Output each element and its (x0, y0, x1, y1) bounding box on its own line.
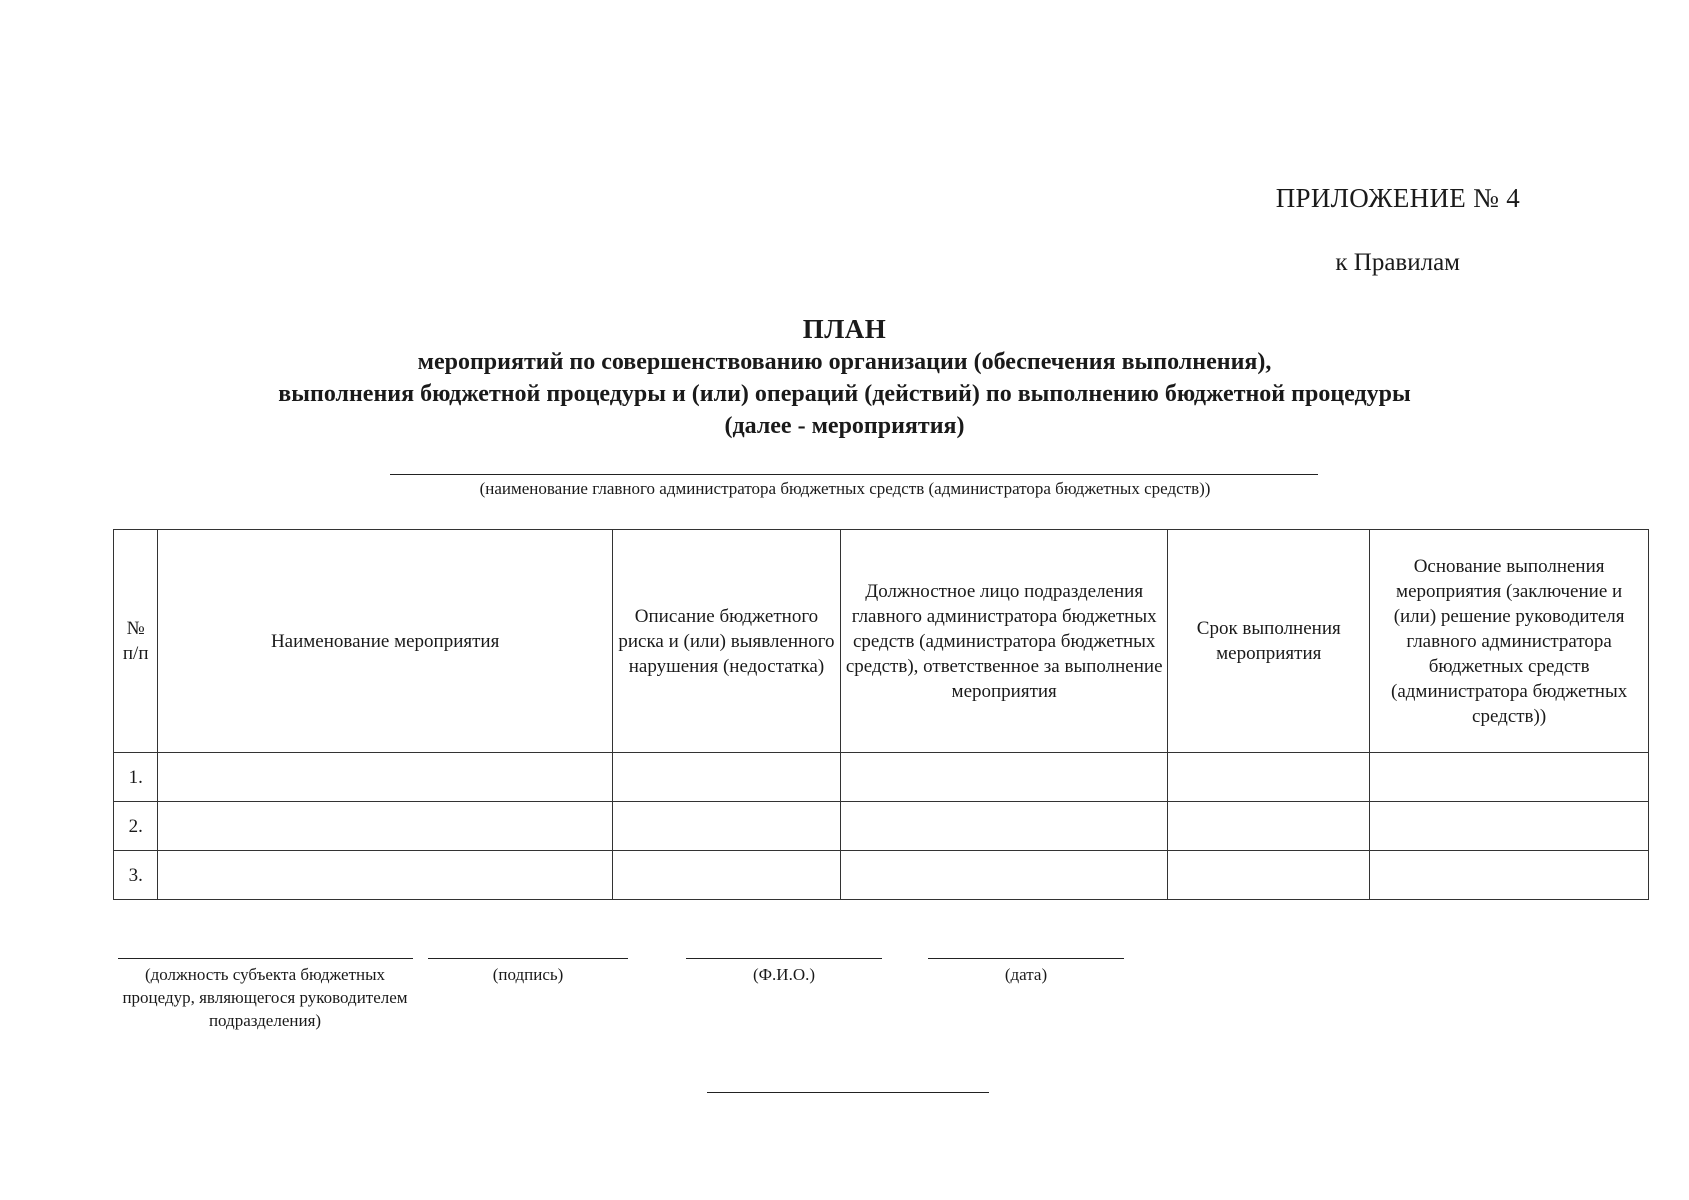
header-measure-name: Наименование мероприятия (158, 530, 612, 753)
cell-deadline (1168, 802, 1370, 851)
cell-basis (1370, 802, 1649, 851)
cell-risk-description (612, 851, 840, 900)
document-title (0, 312, 1689, 442)
header-number: № п/п (114, 530, 158, 753)
cell-responsible-official (841, 851, 1168, 900)
date-caption: (дата) (1004, 965, 1048, 984)
cell-responsible-official (841, 753, 1168, 802)
title-line-3: (далее - мероприятия) (724, 413, 965, 439)
measures-table (113, 529, 1649, 900)
fio-line (686, 958, 882, 959)
fio-caption: (Ф.И.О.) (752, 965, 816, 984)
cell-deadline (1168, 753, 1370, 802)
header-deadline: Срок выполнения мероприятия (1168, 530, 1370, 753)
table-row (114, 851, 1649, 900)
header-responsible-official: Должностное лицо подразделения главного администратора бюджетных средств (администратора бюджетных средств), ответственное за выполнение мероприятия (841, 530, 1168, 753)
administrator-name-line (390, 474, 1318, 475)
cell-deadline (1168, 851, 1370, 900)
row-number: 1. (114, 753, 158, 802)
title-line-2: выполнения бюджетной процедуры и (или) операций (действий) по выполнению бюджетной процедуры (278, 381, 1411, 407)
administrator-caption: (наименование главного администратора бюджетных средств (администратора бюджетных средств)) (479, 479, 1211, 498)
row-number: 3. (114, 851, 158, 900)
table-row (114, 753, 1649, 802)
position-signature-line (118, 958, 413, 959)
cell-measure-name (158, 802, 612, 851)
position-caption: (должность субъекта бюджетных процедур, являющегося руководителем подразделения) (122, 965, 408, 1030)
date-line (928, 958, 1124, 959)
cell-risk-description (612, 802, 840, 851)
cell-basis (1370, 753, 1649, 802)
cell-measure-name (158, 851, 612, 900)
signature-caption: (подпись) (492, 965, 564, 984)
to-rules-label: к Правилам (1335, 249, 1460, 276)
row-number: 2. (114, 802, 158, 851)
title-line-1: мероприятий по совершенствованию организации (обеспечения выполнения), (417, 349, 1272, 375)
cell-measure-name (158, 753, 612, 802)
appendix-number: ПРИЛОЖЕНИЕ № 4 (1275, 183, 1520, 213)
cell-basis (1370, 851, 1649, 900)
header-risk-description: Описание бюджетного риска и (или) выявленного нарушения (недостатка) (612, 530, 840, 753)
header-basis: Основание выполнения мероприятия (заключение и (или) решение руководителя главного администратора бюджетных средств (администратора бюджетных средств)) (1370, 530, 1649, 753)
closing-separator-line (707, 1092, 989, 1093)
table-row (114, 802, 1649, 851)
cell-responsible-official (841, 802, 1168, 851)
table-header-row (114, 530, 1649, 753)
signature-line (428, 958, 628, 959)
title-plan: ПЛАН (802, 314, 887, 344)
cell-risk-description (612, 753, 840, 802)
